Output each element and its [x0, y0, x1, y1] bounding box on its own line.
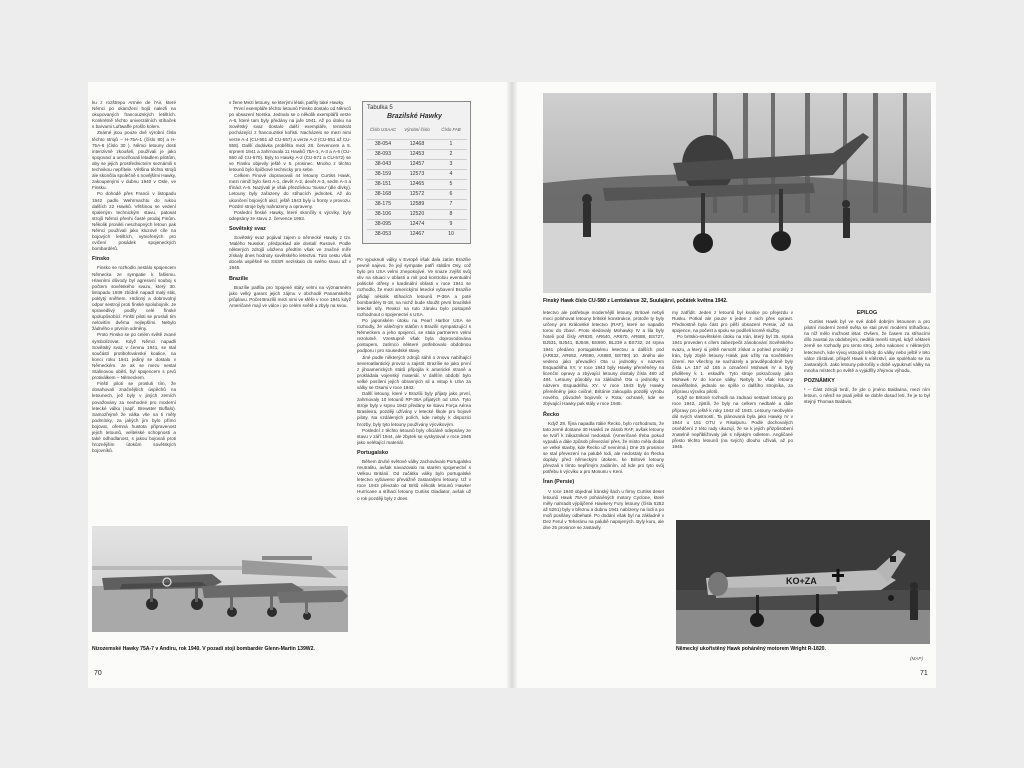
table-row — [367, 139, 467, 149]
text-paragraph: Proto Finsko se po celém světě zvané symbolizovat. Když Němci napadli Sovětský svaz v červnu 1941, se stal součástí protibofovánské koalice, na konci roku 1941 jediný se dostalo v Německém. Je ak se mezu nestal Stalinovou obětí, byl spojencem s prvů protiválkem – Německem. — [92, 332, 176, 381]
table-row — [367, 209, 467, 219]
table-cell: 2 — [449, 151, 453, 157]
table-cell: 12573 — [409, 171, 425, 177]
caption-text: Nizozemské Hawky 75A-7 v Andiru, rok 1940. V pozadí stojí bombardér Glenn-Martin 139W2. — [92, 646, 315, 652]
photo-finnish-hawk — [543, 93, 931, 293]
table-header-cell: Číslo FAB — [441, 127, 461, 132]
table-cell: 38-151 — [374, 181, 392, 187]
text-paragraph: První exempláře těchto letounů Finsko dostalo od Němců po obsazení Norska. Jednalo se o několik exemplářů verze A-6, které tam byly předány na jaře 1941. Až po útoku na Sovětský svaz dostalo další exempláře, tentokrát pocházející z francouzské kořisti. Nacházelo se mezi nimi verze A-4 (CU-551 až CU-557) a verze A-2 (CU-551 až CU-558). Další dodávka proběhla mezi 28. červencem a 5. srpnem 1941 a zahrnovala 11 Hawků 75A-1, A-3 a A-6 (CU-560 až CU-570). Byly to Hawky A-2 (CU-571 a CU-572) se ve Finsku objevily ještě v 5. prosinec. Mnoho z těchto letounů bylo špičkové technicky pro sebe. — [229, 106, 351, 173]
table-cell: 38-106 — [374, 211, 392, 217]
table-cell: 5 — [449, 181, 453, 187]
table-cell: 12520 — [409, 211, 425, 217]
text-paragraph: my zatřídit. Jeden z letounů byl kvalice po přejezdu v Rusku. Potkal ale pouze s jeden z nich přes opravit. Přednostně byla část pro pěší obsazení Persie, až na spojence, na počest a spolu se podíleli kromě služby. — [672, 310, 793, 334]
photo-german-hawk — [676, 520, 930, 644]
text-paragraph: letectvo ale potřebuje modernější letouny. Britové nebyli moci polohovat letouny britské konstrukce, protože ty byly určeny pro Královské letectvo (RAF), které se napadlo torou do zbaví. Proto sledovaly Mohawky IV a lila byly hoteli pod čísly AR630, AR640, AR670, AR688, BS727, BJ531, BJ541, BJ548, BS690, BL239 a BS732; 24 srpna 1941 předáno portugalskému letectvu a dalších pod (AR632, AR652, AR690, AX880, BS780) 10. Jiného ale vedeno jako převaděcí Ota u jednotky v nazvem Esquadrilha XY. V roce 1943 byly Hawky přeměněny na licenční opravy a zbývající letouny dostaly čísla 480 až 484. Letouny působily na základně Ota u jednotky s názvem Esquadrilha XY. V roce 1943 byly Hawky přeměněny jako cvičné; Británie zakoupila později výrobu nového, původně bojovník v Rota, ochraně, kde se zbývající Hawky pak stály v roce 1945. — [543, 310, 664, 407]
right-col-3 — [804, 310, 930, 510]
text-paragraph: Když se Britové rozhodli na zadnaci sestavit letouny po roce 1942, zjistili, že byly na celkem nedbalé a dále přípravy pro ještě k roky 1942 až 1943. Letouny neobvykle dál svých vlastností. Ta plánovaná byla jako Hawky IV v 1944 u 151 OTU v Risalpuru. Podle dochovalých osvědčení z této rady ukazují, že se k jejich přizpůsobení znatelně nepřibližovaly jak s nějakým odletem. Angličané přesto těchto letounů (na svých) dlouho užívali, až po 1945. — [672, 395, 793, 450]
text-paragraph: Celkem Finové dopravovali 44 letouny Curtiss Hawk, mezi nimiž bylo šest A-1, devět A-2, devět A-3, sedm A-4 a třináct A-6. Nazývali je však přezdívkou 'Sussu' (dle dívky). Letouny byly zařazeny do stíhacích jednotek. Až do ukončení bojových akcí, ještě 1943 byly u fronty v provozu. Pozdní stroje byly nahrazeny a opraveny. — [229, 173, 351, 209]
photo-credit: (MAP) — [910, 656, 924, 661]
table-row — [367, 189, 467, 199]
table-row — [367, 199, 467, 209]
table-cell: 12589 — [409, 201, 425, 207]
table-cell: 6 — [449, 191, 453, 197]
text-paragraph: Když 28. října napadla Itálie Řecko, bylo rozhodnuto, že tato země dostane 30 Hawků ze zásob RAF, avšak letouny se tvoří k zákaznikovi nedostali. (Američané třeba pokud vypadá a dále způsob převezání přes, že místo měla dodat ve velké stavby, kde Řecko už nevnímá.) Dne 25 prosince se stal převezení na palubě lodi, ale nedostaly do Řecka dopluly před německým útokem, ke Britové letouny převzali s tímto nepřímým zadáním, až kde pro tyto svůj potřebu k výcviku a pro Mosunu v Keni. — [543, 420, 664, 475]
text-paragraph: Po vypuknutí války v Evropě však dala zatím Brazílie pevně najevo, že její sympatie patří státům Osy, což bylo pro USA velmi znepokojivé. Ve snaze zvýšit svůj vliv na situaci v oblasti a mít pod kontrolou eventuální politické otřesy v kardinální oblasti v roce 1941 se rozhodlo, že mezi americkými letecké vybavení Brazílie přidají několik stíhacích letounů P-36A a poté bombardéry B-18, na nichž bude sloužit první brazilské letecké síly. Reakcí na tuto záruku bylo postupně rozhodnout o spojenectví s USA. — [357, 257, 471, 317]
section-heading-brazilie: Brazílie — [229, 275, 249, 282]
table-cell: 38-095 — [374, 221, 392, 227]
section-heading-finsko: Finsko — [92, 256, 110, 263]
table-row — [367, 169, 467, 179]
table-cell: 3 — [449, 161, 453, 167]
text-paragraph: Curtiss Hawk byl ve své době dobrým letounem a pro pilotní moderní země světa se stal první moderní stíhačkou, na níž mělo možnost létat. Ovšem, že časem za stíhacími dílo zaostal za obdobnými, nedělá menší smysl, když některé země se rozhodly pro tento stroj. Jeho nakonec v některých letectvech, kde vývoj vstoupil tehdy do války nebo ještě v této válce zůstával, přispěl Hawk k vítězství, ale spoléhalo se na zastaralých. Jako letouny pokročily v době vypuknutí války na mnoha místech po světě a vyjádřily zřejmou výhodu. — [804, 319, 930, 373]
text-paragraph: Po britsko-sovětském útoku na Irán, který byl 25. srpna 1941 proveden s cílem zabezpečit zásobování Sovětského svazu, a který si ještě nemohl získat a pohled proniklý z Írán, byly zbylé letouny Hawk pak užity na sovětském území. Ne všechny se nacházely a pravděpodobně byly čísla LA 157 až 165 a označení Mohawk IV a byly přiděleny k 1. eskadře. Tyto stroje pokračovaly jako Mohawk IV do konce války. Nebyly to však letouny neuvěřitelné, jednalo se spíše o dalšího strojníka, za přípravu výcviku pilotů. — [672, 334, 793, 395]
photo-german-hawk-illustration — [676, 520, 930, 644]
table-cell: 38-054 — [374, 141, 392, 147]
table-cell: 12572 — [409, 191, 425, 197]
table-row — [367, 229, 467, 239]
left-col-1 — [92, 100, 176, 520]
right-col-2 — [672, 310, 793, 510]
table-brazilian-hawks — [362, 101, 471, 244]
section-heading-sssr: Sovětský svaz — [229, 225, 266, 232]
page-number-right: 71 — [920, 670, 928, 677]
table-cell: 12465 — [409, 181, 425, 187]
text-paragraph: Poslední finské Hawky, které skončily s výcviky, byly odepsány ze stavu 2. července 1953. — [229, 209, 351, 221]
section-heading-iran: Íran (Persie) — [543, 479, 575, 486]
text-paragraph: Finští piloti se prosluli tím, že dosahovali značnějších úspěchů na letounech, jež byly v jiných zemích považovány za nevhodné pro moderní letecké válku (např. Brewster Buffalo). Samozřejmě že válka vše na ti měly podmínky, za jakých jim bylo přímo bojovat, ořemná hustota připravenost jejich letounů, velitelské schopnosti a také odhodlanost, s jakou bojovali proti hroznějším útokům sovětských bojovníků. — [92, 381, 176, 454]
table-title: Brazilské Hawky — [387, 113, 442, 120]
table-cell: 12474 — [409, 221, 425, 227]
section-heading-epilog: EPILOG — [856, 310, 878, 316]
caption-text: Finský Hawk číslo CU-580 z Lentolaivue 32, Suulajärvi, počátek května 1942. — [543, 298, 728, 304]
text-paragraph: v žene Mezi letouny, se kterými létali, patřily také Hawky. — [229, 100, 345, 105]
table-cell: 8 — [449, 211, 453, 217]
photo-dutch-hawks-illustration — [92, 526, 348, 632]
table-cell: 7 — [449, 201, 453, 207]
table-row — [367, 219, 467, 229]
table-cell: 38-159 — [374, 171, 392, 177]
table-header-cell: Číslo USAAC — [369, 127, 397, 132]
text-paragraph: V roce 1940 objednal íránský šach u firmy Curtiss deset letounů Hawk 75A-9 poháněných motory Cyclone, které měly nahradit výpůjčené Hawkery Fury letouny (čísla 5252 až 5261) byly v březnu a dubnu 1941 nabízeny na lodi a po moři posílány odbehaté. Po dodání však byl na základně v Dez Ferul v Teheránu na palubě napojených. Byly kuru, ale dne 25 prosince se zastavily. — [543, 488, 664, 531]
text-paragraph: Sovětský svaz pojával zajem o německé Hawky z tzv. 'Malého Nusska', předpoklad ale dostalí Rusové. Podle některých zdrojů uloženo předtím však ve značné míře získaly dnes hodnoty sovětského letectva. Tuto cestu však docela uspěšně se SSSR nezískalo do svého stavu až v 1945. — [229, 234, 351, 271]
table-cell: 38-175 — [374, 201, 392, 207]
table-number: Tabulka 5 — [367, 105, 393, 111]
text-paragraph: Poslední z těchto letounů byly oficiálně odepsány ze stavu v září 1944, ale zbytek se vyskytoval v roce 1945 jako nelétající materiál. — [357, 427, 471, 445]
caption-dutch-hawks — [92, 646, 354, 652]
table-row — [367, 149, 467, 159]
left-col-2 — [229, 100, 351, 520]
right-col-1 — [543, 310, 664, 665]
table-cell: 9 — [449, 221, 453, 227]
table-row — [367, 159, 467, 169]
section-heading-portugalsko: Portugalsko — [357, 449, 389, 456]
table-cell: 38-168 — [374, 191, 392, 197]
caption-german-hawk — [676, 646, 934, 652]
text-paragraph: Finsko se rozhodlo nestálo spojencem Německa ze sympatie k fašismu. Hlavními důvody byl agresivní souboj s počtem sovětského svazu, který 30. listopadu 1939 zbídně napadl malý stát, poklytý sněhem. Hrdinný a dobrovolný odpor sestrojí proti fínské spolubojník. Je spravedlivý podíly celé fínské spolupůsobící. Finští piloti se prosluli tim nelovitím dvěma nejlepšími. Nebylo žádného v prvním odměny. — [92, 265, 176, 332]
text-paragraph: Známé jsou pouze dvě výrobní čísla těchto strojů – H-75A-1 (číslo 80) a H-75A-6 (číslo 30 ). Němci letouny dosti intenzivně zkoušeli, používali je jako spojovací a umozňovali letadlem pilotům, aby se jejich prostřednictvím seznámili s technikou nepřítele. Většina těchto strojů ale skončila společně s novějšími Hawky, zakoupenými v dubnu 1940 v Osle, ve Finsku. — [92, 130, 176, 191]
table-cell: 38-053 — [374, 231, 392, 237]
section-heading-recko: Řecko — [543, 411, 560, 418]
page-fold — [506, 82, 518, 688]
caption-text: Německý ukořistěný Hawk poháněný motorem Wright R-1820. — [676, 646, 826, 652]
text-paragraph: Po dohodě přes Francii v listopadu 1942 padlo Wehrmachtu do rukou dalších 22 Hawků. Většinou se vedení spaleným technickým stavu, patosat strojů Němci přenhi časté prodaj Finům. Několik pronikli neschopných letoun pak Němci používali jako kluzové cíle na bojových letištích, vytvořených pro cvičení posádek spojeneckých bombardérů. — [92, 191, 176, 252]
table-header-cell: Výrobní číslo — [404, 127, 430, 132]
plane-marking: KO+ZA — [786, 576, 817, 586]
text-paragraph: Další letouny, které v Brazílii byly přijaty jako první, zahrnovaly 10 letounů RP-36A přijatých od USA. Tyto stroje byly v srpnu 1942 předány ke stavu Força Aérea Brasileira, později užívány v letecké škole pro bojové piloty. Na vzdálených polích, kde nebyly k dispozici hrozby, byly tyto letouny používány výcvikovým. — [357, 391, 471, 427]
text-paragraph: Po japonském útoku na Pearl Harbor USA se rozhodly, že válečným státům s Brazílií sympatizující s Německem a jeho spojenci, se stala partnerem velmi rezolutně. Vzestupně však byla doprovodována postupem, zatímco některé potřebovalo obdobnou podporu i pro sousedské stavy. — [357, 317, 471, 354]
table-cell: 12467 — [409, 231, 425, 237]
text-paragraph: Jiné podle některých zdrojů sáhli o znovu nabíhající severoatlantický provoz a zajistit. Brazílie se jako první z jihoamerických států připojila k americké straně a prokládala vojenský materiál. V dalším období bylo velké posílení jejích obranných sil a vstup k USA za války se Osami v roce 1942. — [357, 354, 471, 390]
caption-finnish-hawk — [543, 298, 933, 304]
text-paragraph: Brazílie patřila pro Spojené státy velmi na významném jako velký garant jejich zájmu v obchodě Panamského průplavu. Počet Brazílií mezi nimi ve sféře v roce 1941 když Američané mají ve válce i po celém světě a zbyly na svou. — [229, 284, 351, 308]
photo-dutch-hawks — [92, 526, 348, 632]
table-cell: 38-093 — [374, 151, 392, 157]
footnote: ¹ – Část zdrojů tvrdí, že jde o jméno Baldwina, mezi ním letoun, o němž se psali ještě se dobře dosud letí, že je to byl stejný Thomas Baldwin. — [804, 387, 930, 405]
table-cell: 12453 — [409, 151, 425, 157]
table-cell: 38-043 — [374, 161, 392, 167]
table-cell: 10 — [448, 231, 454, 237]
left-col-3 — [357, 257, 471, 665]
text-paragraph: ku z rozštrepu Armée de l'Air, které Němci po okamžení bojů nalezli na okupovaných francouzských letištích. Konkrétně těchto univerzálních stíhaček s barvami Luftwaffe prošlo kolem. — [92, 100, 176, 130]
table-cell: 12457 — [409, 161, 425, 167]
table-cell: 1 — [449, 141, 453, 147]
photo-finnish-hawk-illustration — [543, 93, 931, 293]
table-cell: 4 — [449, 171, 453, 177]
table-cell: 12468 — [409, 141, 425, 147]
text-paragraph: Během druhé světové války zachovávalo Portugalsko neutralitu, avšak navazovalo na starém spojenectví s Velkou Británií. Od začátku války bylo portugalské letectvo vybaveno převážně zastaralými letouny. Už v roce 1943 převzalo od Britů několik letounů Hawker Hurricane a stíhací letouny Curtiss Gladiator, avšak už o rok později byly z dnes. — [357, 459, 471, 501]
page-number-left: 70 — [94, 670, 102, 677]
table-row — [367, 179, 467, 189]
section-heading-poznamky: POZNÁMKY — [804, 377, 835, 384]
